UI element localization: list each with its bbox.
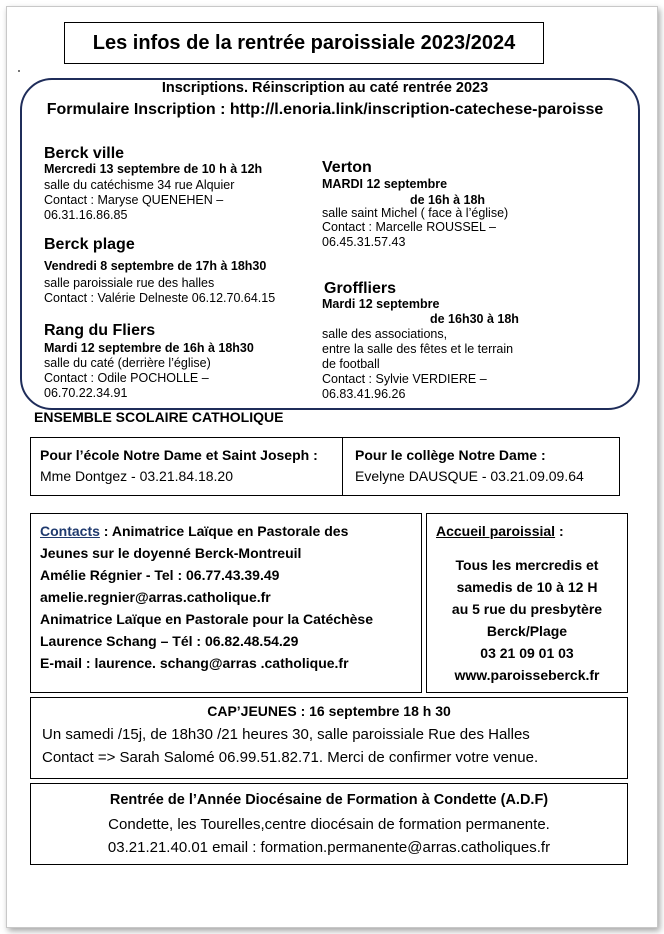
ecole-title: Pour l’école Notre Dame et Saint Joseph : (40, 447, 318, 463)
groffliers-place: salle des associations, (322, 327, 448, 341)
ensemble-scolaire-box (30, 437, 620, 496)
verton-phone: 06.45.31.57.43 (322, 235, 406, 249)
capjeunes-line-2: Contact => Sarah Salomé 06.99.51.82.71. Merci de confirmer votre venue. (42, 749, 539, 766)
verton-place: salle saint Michel ( face à l’église) (322, 206, 509, 220)
location-title-groffliers: Groffliers (324, 280, 397, 297)
location-title-berck-plage: Berck plage (44, 236, 135, 253)
contacts-line-2: Jeunes sur le doyenné Berck-Montreuil (40, 545, 302, 561)
contacts-line-1 (40, 521, 348, 542)
accueil-website-link[interactable]: www.paroisseberck.fr (454, 667, 600, 683)
contacts-line-1-text: : Animatrice Laïque en Pastorale des (99, 523, 349, 539)
berck-ville-contact: Contact : Maryse QUENEHEN – (44, 193, 224, 207)
contacts-line-6: Laurence Schang – Tél : 06.82.48.54.29 (40, 633, 299, 649)
groffliers-place-2: entre la salle des fêtes et le terrain (322, 342, 514, 356)
ensemble-scolaire-label: ENSEMBLE SCOLAIRE CATHOLIQUE (34, 409, 284, 425)
contacts-box (30, 513, 422, 693)
groffliers-phone: 06.83.41.96.26 (322, 387, 406, 401)
accueil-label-suffix: : (555, 523, 564, 539)
groffliers-date: Mardi 12 septembre (322, 297, 440, 311)
capjeunes-title: CAP’JEUNES : 16 septembre 18 h 30 (207, 703, 451, 719)
accueil-label: Accueil paroissial (436, 523, 556, 539)
rang-du-fliers-place: salle du caté (derrière l’église) (44, 356, 211, 370)
rang-du-fliers-phone: 06.70.22.34.91 (44, 386, 128, 400)
capjeunes-line-1: Un samedi /15j, de 18h30 /21 heures 30, salle paroissiale Rue des Halles (42, 726, 530, 743)
berck-ville-date: Mercredi 13 septembre de 10 h à 12h (44, 162, 263, 176)
contacts-label: Contacts (40, 523, 100, 539)
contacts-email-amelie[interactable]: amelie.regnier@arras.catholique.fr (40, 589, 271, 605)
accueil-line-4: Berck/Plage (486, 623, 568, 639)
accueil-box (426, 513, 628, 693)
contacts-line-3: Amélie Régnier - Tel : 06.77.43.39.49 (40, 567, 280, 583)
rang-du-fliers-date: Mardi 12 septembre de 16h à 18h30 (44, 341, 254, 355)
contacts-line-5: Animatrice Laïque en Pastorale pour la Catéchèse (40, 611, 374, 627)
verton-time: de 16h à 18h (410, 193, 486, 207)
verton-date: MARDI 12 septembre (322, 177, 448, 191)
adf-title: Rentrée de l’Année Diocésaine de Formation à Condette (A.D.F) (109, 792, 549, 808)
location-title-rang-du-fliers: Rang du Fliers (44, 322, 156, 339)
accueil-line-3: au 5 rue du presbytère (451, 601, 603, 617)
berck-plage-date: Vendredi 8 septembre de 17h à 18h30 (44, 259, 267, 273)
college-contact: Evelyne DAUSQUE - 03.21.09.09.64 (355, 468, 584, 484)
adf-line-1: Condette, les Tourelles,centre diocésain de formation permanente. (108, 816, 550, 833)
accueil-line-2: samedis de 10 à 12 H (456, 579, 598, 595)
inscriptions-heading: Inscriptions. Réinscription au caté rentrée 2023 (161, 80, 489, 96)
accueil-heading (436, 521, 564, 542)
verton-contact: Contact : Marcelle ROUSSEL – (322, 220, 496, 234)
stray-dot (18, 70, 20, 72)
berck-ville-place: salle du catéchisme 34 rue Alquier (44, 178, 235, 192)
location-title-berck-ville: Berck ville (44, 145, 125, 162)
inscription-form-link[interactable]: Formulaire Inscription : http://l.enoria.link/inscription-catechese-paroisse (46, 101, 604, 118)
rang-du-fliers-contact: Contact : Odile POCHOLLE – (44, 371, 209, 385)
groffliers-time: de 16h30 à 18h (430, 312, 519, 326)
page-title (64, 22, 544, 64)
college-title: Pour le collège Notre Dame : (355, 447, 546, 463)
berck-ville-phone: 06.31.16.86.85 (44, 208, 128, 222)
adf-box (30, 783, 628, 865)
location-title-verton: Verton (322, 159, 372, 176)
ecole-contact: Mme Dontgez - 03.21.84.18.20 (40, 468, 234, 484)
accueil-line-1: Tous les mercredis et (455, 557, 599, 573)
berck-plage-place: salle paroissiale rue des halles (44, 276, 215, 290)
berck-plage-contact: Contact : Valérie Delneste 06.12.70.64.15 (44, 291, 276, 305)
groffliers-place-3: de football (322, 357, 380, 371)
groffliers-contact: Contact : Sylvie VERDIERE – (322, 372, 487, 386)
capjeunes-box (30, 697, 628, 779)
adf-email[interactable]: 03.21.21.40.01 email : formation.permanente@arras.catholiques.fr (107, 839, 551, 856)
page-title-text: Les infos de la rentrée paroissiale 2023/2024 (92, 31, 516, 54)
ensemble-divider (342, 438, 343, 495)
contacts-email-laurence[interactable]: E-mail : laurence. schang@arras .catholique.fr (40, 655, 349, 671)
accueil-phone: 03 21 09 01 03 (480, 645, 574, 661)
